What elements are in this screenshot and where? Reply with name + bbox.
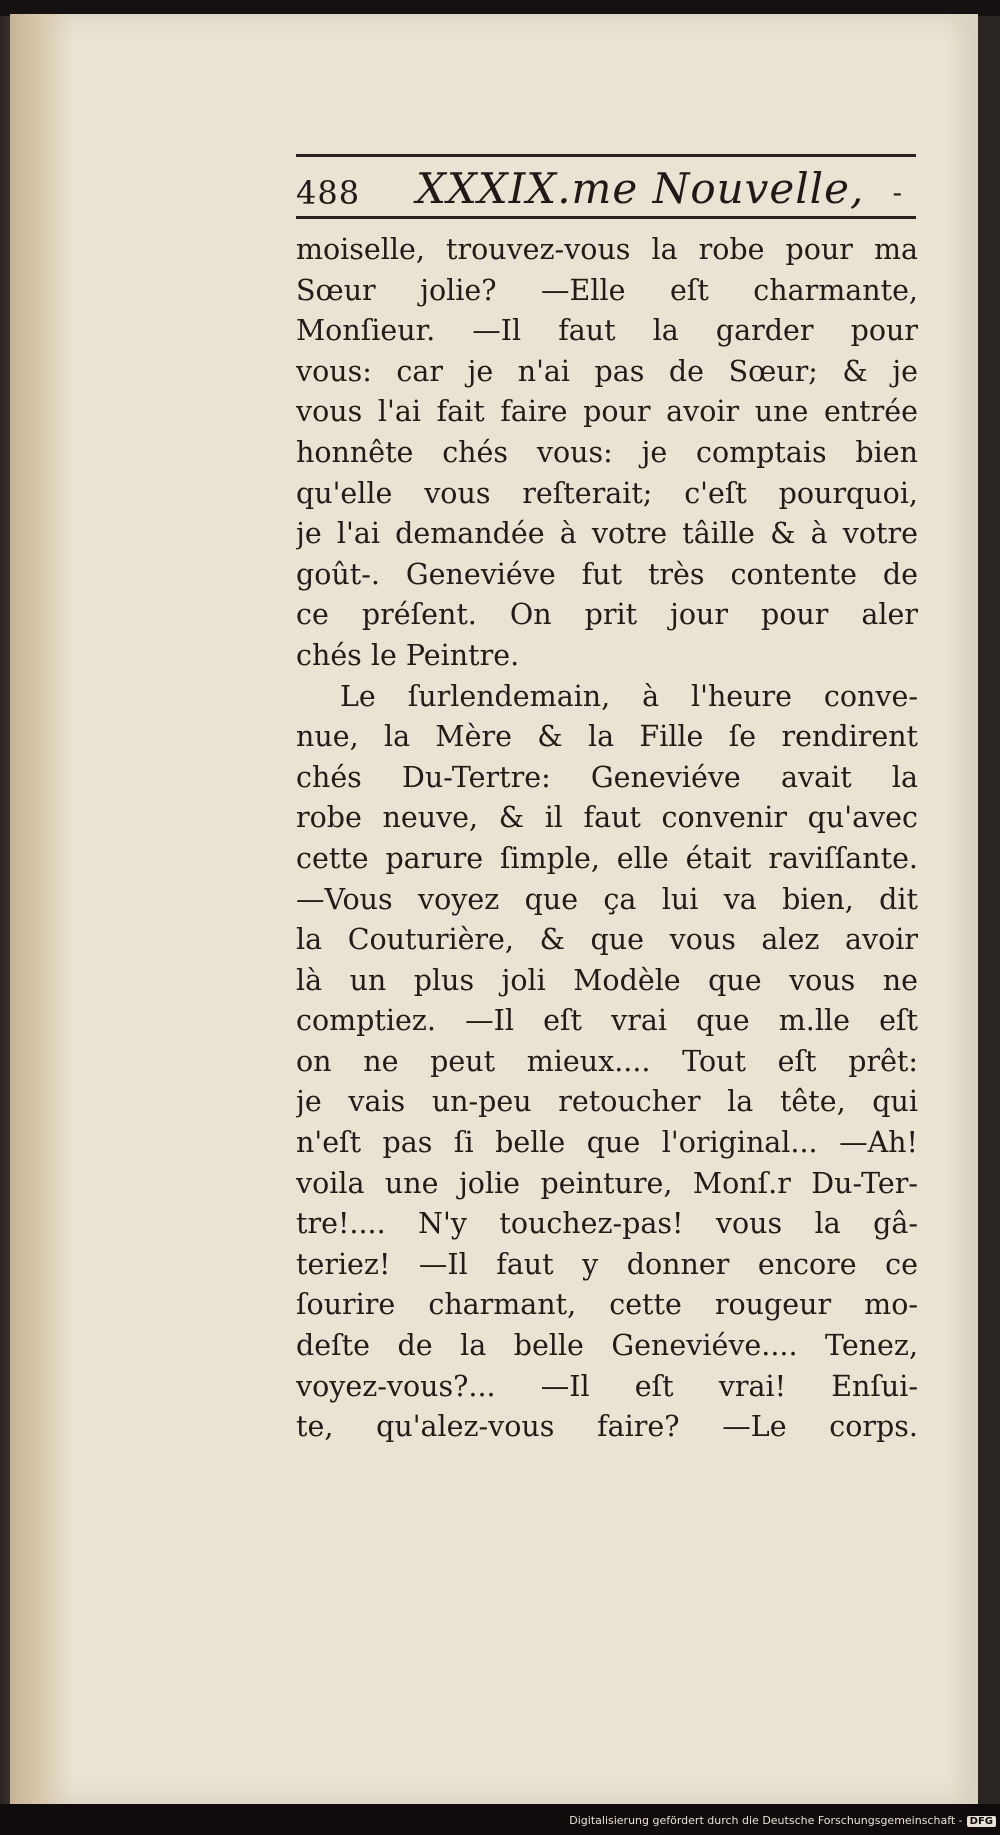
text-line: je l'ai demandée à votre tâille & à votre (296, 517, 918, 551)
dfg-logo-icon: DFG (967, 1816, 996, 1827)
header-mark: - (892, 176, 902, 209)
text-line: la Couturière, & que vous alez avoir (296, 923, 918, 957)
text-line-paragraph-end: chés le Peintre. (296, 638, 520, 672)
credit-text: Digitalisierung gefördert durch die Deutsche Forschungsgemeinschaft - (569, 1814, 963, 1827)
text-line: chés Du-Tertre: Geneviéve avait la (296, 760, 918, 794)
text-line: voyez-vous?... —Il eſt vrai! Enſui- (296, 1369, 918, 1403)
text-line: honnête chés vous: je comptais bien (296, 435, 918, 469)
text-line: qu'elle vous reſterait; c'eſt pourquoi, (296, 476, 918, 510)
text-line: teriez! —Il faut y donner encore ce (296, 1247, 918, 1281)
text-line: nue, la Mère & la Fille ſe rendirent (296, 720, 918, 754)
text-line: comptiez. —Il eſt vrai que m.lle eſt (296, 1004, 918, 1038)
text-line: on ne peut mieux.... Tout eſt prêt: (296, 1044, 918, 1078)
text-line: deſte de la belle Geneviéve.... Tenez, (296, 1329, 918, 1363)
text-line: n'eſt pas ſi belle que l'original... —Ah! (296, 1126, 918, 1160)
page-right-shade (948, 14, 978, 1804)
running-title: XXXIX.me Nouvelle, (416, 164, 865, 213)
page-number: 488 (296, 174, 361, 212)
text-line: goût-. Geneviéve fut très contente de (296, 557, 918, 591)
digitization-credit (560, 1814, 996, 1832)
text-line: Monſieur. —Il faut la garder pour (296, 314, 918, 348)
header-rule-top (296, 154, 916, 157)
text-line: je vais un-peu retoucher la tête, qui (296, 1085, 918, 1119)
text-line: cette parure ſimple, elle était raviſſante. (296, 841, 918, 875)
text-line: tre!.... N'y touchez-pas! vous la gâ- (296, 1207, 918, 1241)
text-line: vous l'ai fait faire pour avoir une entrée (296, 395, 918, 429)
text-line: ſourire charmant, cette rougeur mo- (296, 1288, 918, 1322)
text-line: voila une jolie peinture, Monſ.r Du-Ter- (296, 1166, 918, 1200)
text-line: —Vous voyez que ça lui va bien, dit (296, 882, 918, 916)
text-line-paragraph-start: Le ſurlendemain, à l'heure conve- (340, 679, 918, 713)
text-line: moiselle, trouvez-vous la robe pour ma (296, 233, 918, 266)
text-line: là un plus joli Modèle que vous ne (296, 963, 918, 997)
text-line: ce préſent. On prit jour pour aler (296, 598, 918, 632)
scan-right-border (978, 16, 1000, 1806)
text-line: Sœur jolie? —Elle eſt charmante, (296, 273, 918, 307)
page-edge-stain (10, 14, 72, 1804)
text-line: te, qu'alez-vous faire? —Le corps. (296, 1410, 918, 1444)
running-header (296, 162, 916, 216)
header-rule-bottom (296, 216, 916, 219)
text-line: vous: car je n'ai pas de Sœur; & je (296, 354, 918, 388)
text-line: robe neuve, & il faut convenir qu'avec (296, 801, 918, 835)
page-text (296, 230, 918, 1448)
